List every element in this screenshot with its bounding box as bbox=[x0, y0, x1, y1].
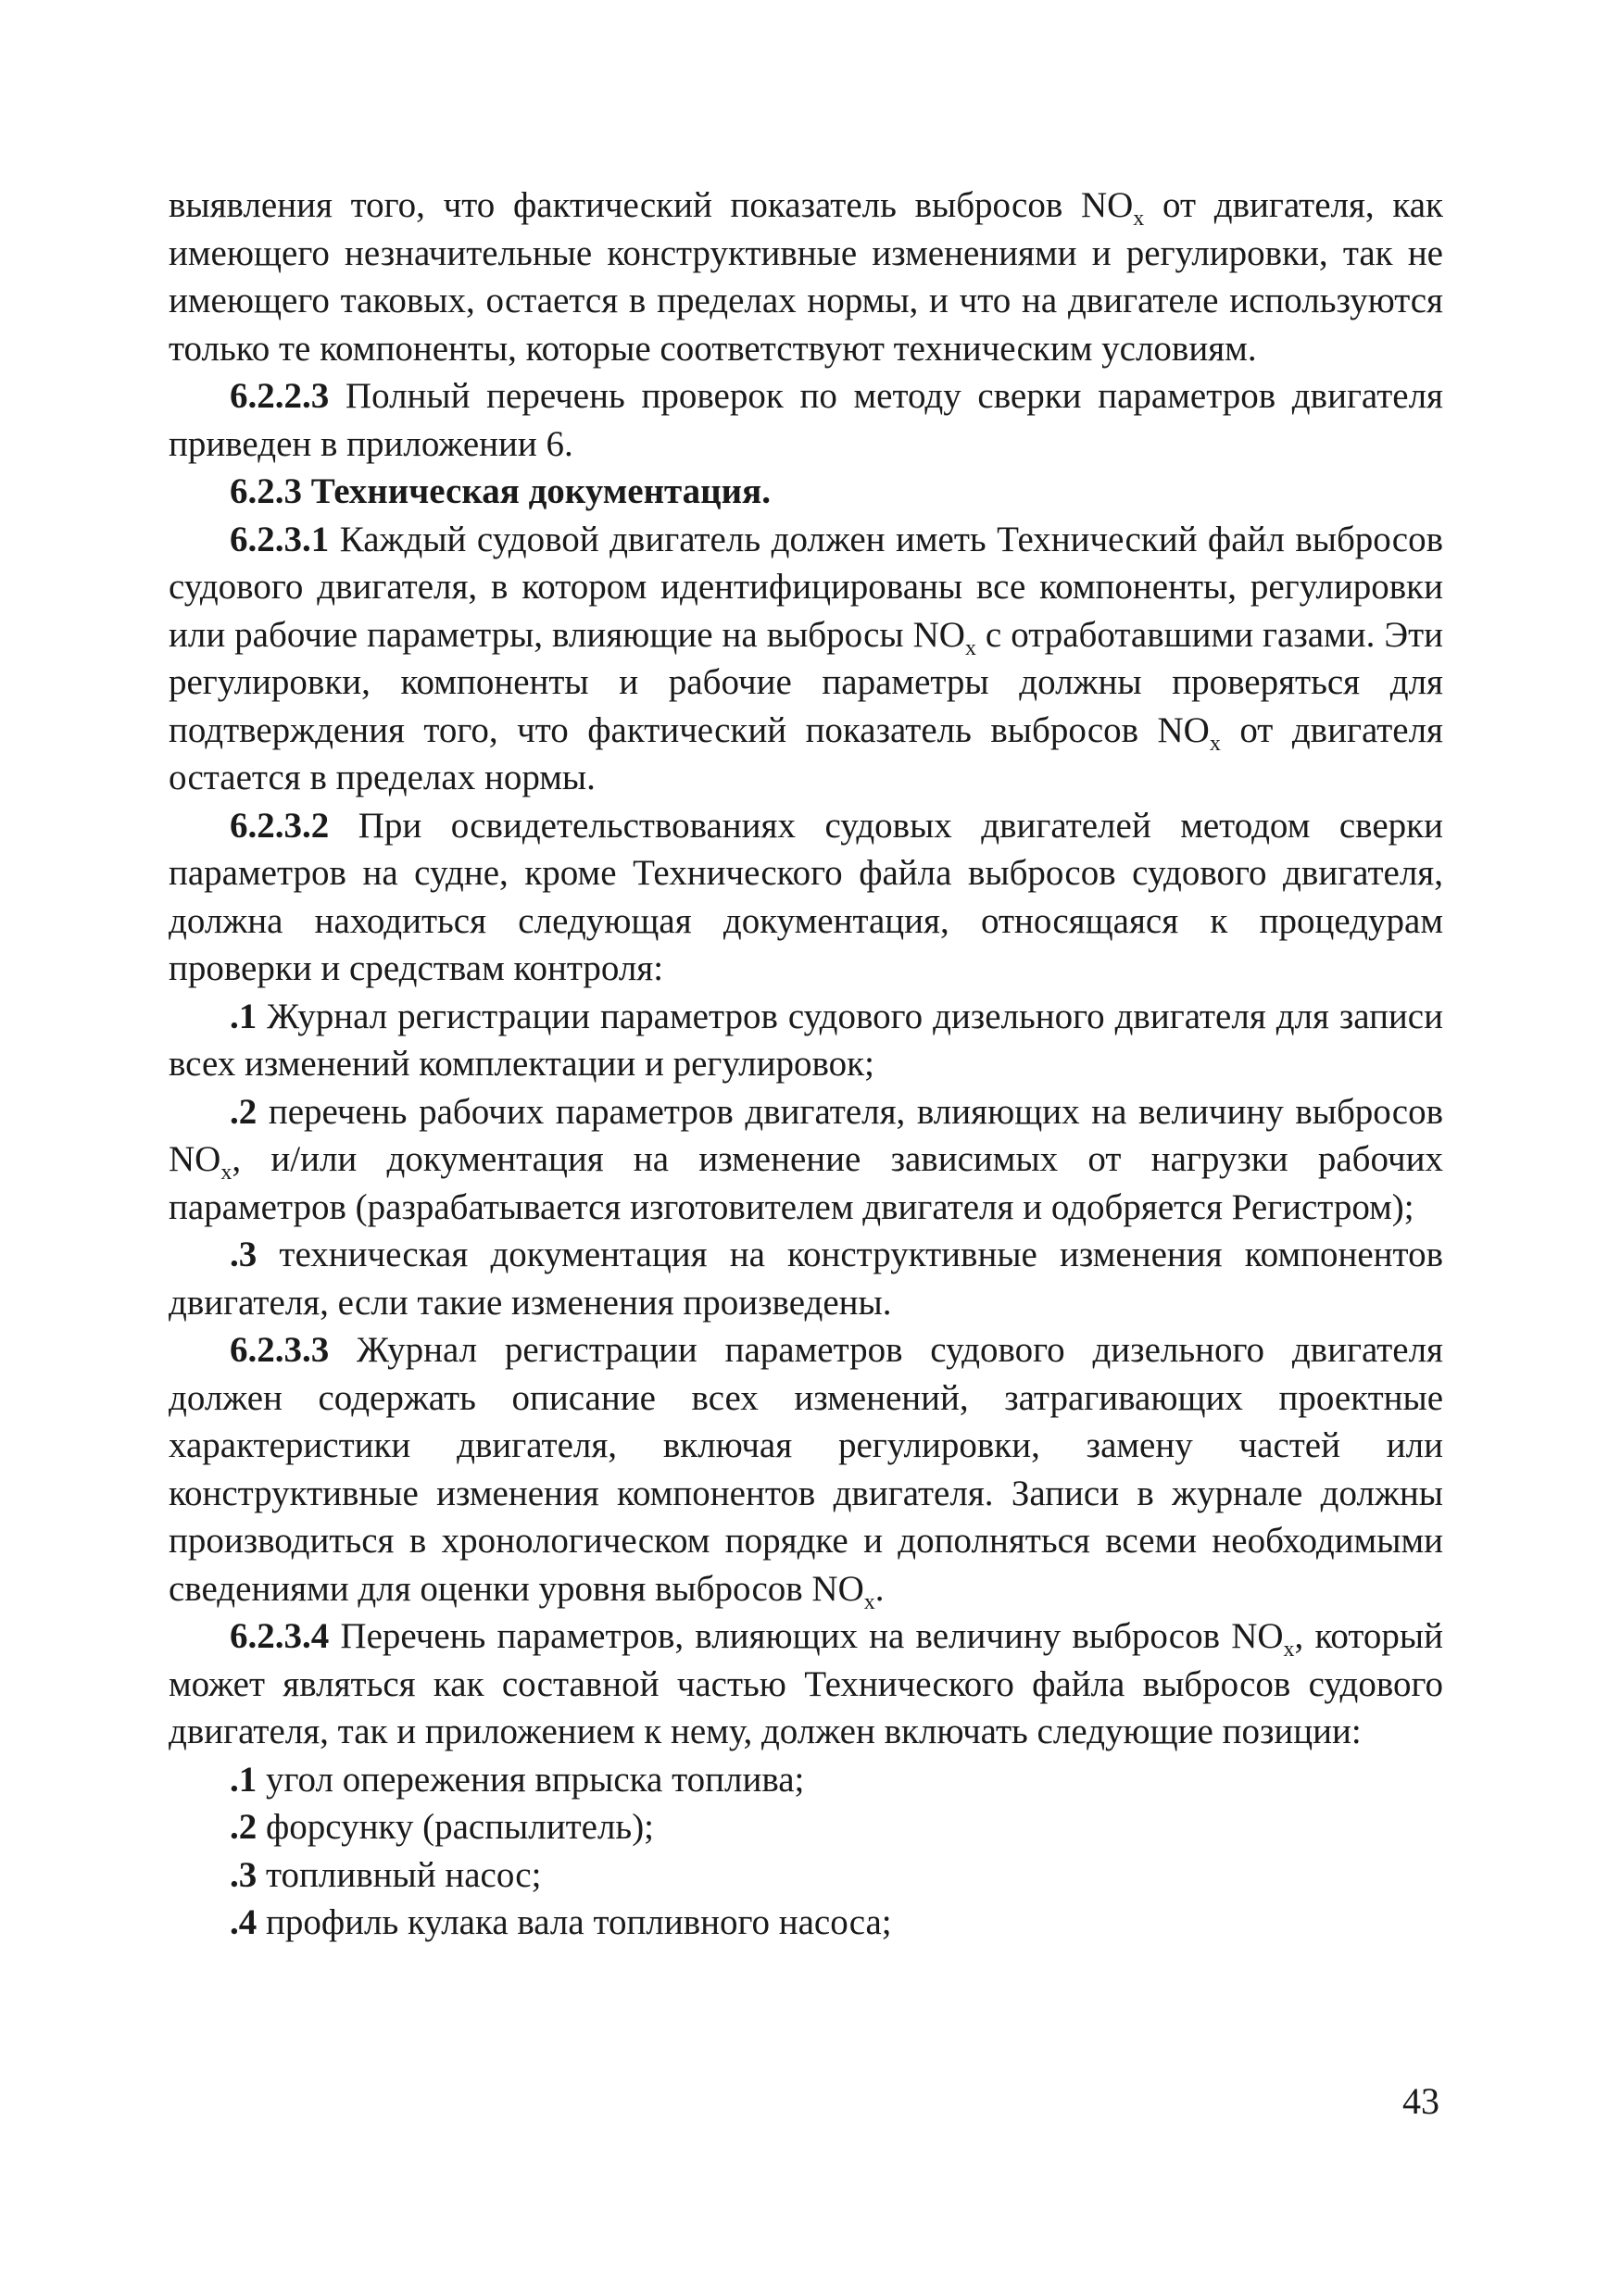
subscript-x: x bbox=[1133, 207, 1145, 231]
section-heading-6-2-3 bbox=[169, 468, 1443, 516]
list-item-number: .1 bbox=[230, 1759, 258, 1800]
list-item-6-2-3-4-2 bbox=[169, 1803, 1443, 1851]
document-body bbox=[169, 182, 1443, 1947]
page-number: 43 bbox=[1402, 2080, 1439, 2122]
list-item-text: профиль кулака вала топливного насоса; bbox=[257, 1902, 892, 1942]
paragraph-text: При освидетельствованиях судовых двигателей методом сверки параметров на судне, кроме Технического файла выбросов судового двигателя, должна находиться следующая документация, относящаяся к процедурам проверки и средствам контроля: bbox=[169, 805, 1443, 988]
clause-number: 6.2.3.4 bbox=[230, 1616, 330, 1656]
paragraph-text: от двигателя, как имеющего незначительные конструктивные изменениями и регулировки, так не имеющего таковых, остается в пределах нормы, и что на двигателе используются только те компоненты, которые соответствуют техническим условиям. bbox=[169, 185, 1444, 369]
subscript-x: x bbox=[863, 1589, 875, 1614]
paragraph-text: выявления того, что фактический показатель выбросов NO bbox=[169, 185, 1134, 225]
list-item-6-2-3-4-1 bbox=[169, 1756, 1443, 1804]
paragraph-text: от двигателя остается в пределах нормы. bbox=[169, 709, 1443, 797]
paragraph-6-2-2-3 bbox=[169, 372, 1443, 468]
list-item-number: .3 bbox=[230, 1854, 258, 1895]
clause-number: 6.2.3.2 bbox=[230, 805, 330, 846]
paragraph-6-2-3-2 bbox=[169, 802, 1443, 993]
list-item-6-2-3-2-1 bbox=[169, 993, 1443, 1088]
list-item-6-2-3-2-2 bbox=[169, 1088, 1443, 1232]
list-item-number: .1 bbox=[230, 996, 258, 1036]
subscript-x: x bbox=[220, 1161, 232, 1185]
clause-number: 6.2.3.1 bbox=[230, 519, 330, 559]
list-item-text: угол опережения впрыска топлива; bbox=[257, 1759, 805, 1800]
list-item-text: , и/или документация на изменение зависимых от нагрузки рабочих параметров (разрабатывается изготовителем двигателя и одобряется Регистром); bbox=[169, 1139, 1443, 1227]
list-item-6-2-3-4-3 bbox=[169, 1851, 1443, 1900]
paragraph-text: Каждый судовой двигатель должен иметь Технический файл выбросов судового двигателя, в котором идентифицированы все компоненты, регулировки или рабочие параметры, влияющие на выбросы NO bbox=[169, 519, 1443, 655]
paragraph-6-2-3-3 bbox=[169, 1326, 1443, 1612]
paragraph-text: с отработавшими газами. Эти регулировки, компоненты и рабочие параметры должны проверяться для подтверждения того, что фактический показатель выбросов NO bbox=[169, 614, 1443, 750]
list-item-number: .4 bbox=[230, 1902, 258, 1942]
paragraph-text: Полный перечень проверок по методу сверки параметров двигателя приведен в приложении 6. bbox=[169, 376, 1443, 464]
list-item-number: .2 bbox=[230, 1091, 258, 1132]
paragraph-continuation bbox=[169, 182, 1443, 372]
list-item-number: .3 bbox=[230, 1235, 258, 1274]
paragraph-text: , который может являться как составной частью Технического файла выбросов судового двигателя, так и приложением к нему, должен включать следующие позиции: bbox=[169, 1616, 1444, 1751]
list-item-number: .2 bbox=[230, 1807, 258, 1847]
paragraph-text: Перечень параметров, влияющих на величину выбросов NO bbox=[329, 1616, 1284, 1656]
subscript-x: x bbox=[1209, 731, 1221, 756]
list-item-text: техническая документация на конструктивные изменения компонентов двигателя, если такие изменения произведены. bbox=[169, 1235, 1443, 1323]
list-item-text: перечень рабочих параметров двигателя, влияющих на величину выбросов NO bbox=[169, 1091, 1443, 1179]
list-item-text: Журнал регистрации параметров судового дизельного двигателя для записи всех изменений комплектации и регулировок; bbox=[169, 996, 1443, 1084]
paragraph-6-2-3-1 bbox=[169, 516, 1443, 802]
clause-number: 6.2.3.3 bbox=[230, 1330, 330, 1370]
list-item-text: топливный насос; bbox=[257, 1854, 542, 1895]
section-heading-text: 6.2.3 Техническая документация. bbox=[230, 471, 771, 511]
paragraph-text: . bbox=[874, 1568, 885, 1609]
list-item-text: форсунку (распылитель); bbox=[257, 1807, 655, 1847]
list-item-6-2-3-4-4 bbox=[169, 1899, 1443, 1947]
paragraph-text: Журнал регистрации параметров судового дизельного двигателя должен содержать описание всех изменений, затрагивающих проектные характеристики двигателя, включая регулировки, замену частей или конструктивные изменения компонентов двигателя. Записи в журнале должны производиться в хронологическом порядке и дополняться всеми необходимыми сведениями для оценки уровня выбросов NO bbox=[169, 1330, 1443, 1609]
paragraph-6-2-3-4 bbox=[169, 1612, 1443, 1756]
list-item-6-2-3-2-3 bbox=[169, 1231, 1443, 1326]
subscript-x: x bbox=[1283, 1637, 1295, 1662]
clause-number: 6.2.2.3 bbox=[230, 376, 330, 416]
subscript-x: x bbox=[964, 635, 976, 660]
